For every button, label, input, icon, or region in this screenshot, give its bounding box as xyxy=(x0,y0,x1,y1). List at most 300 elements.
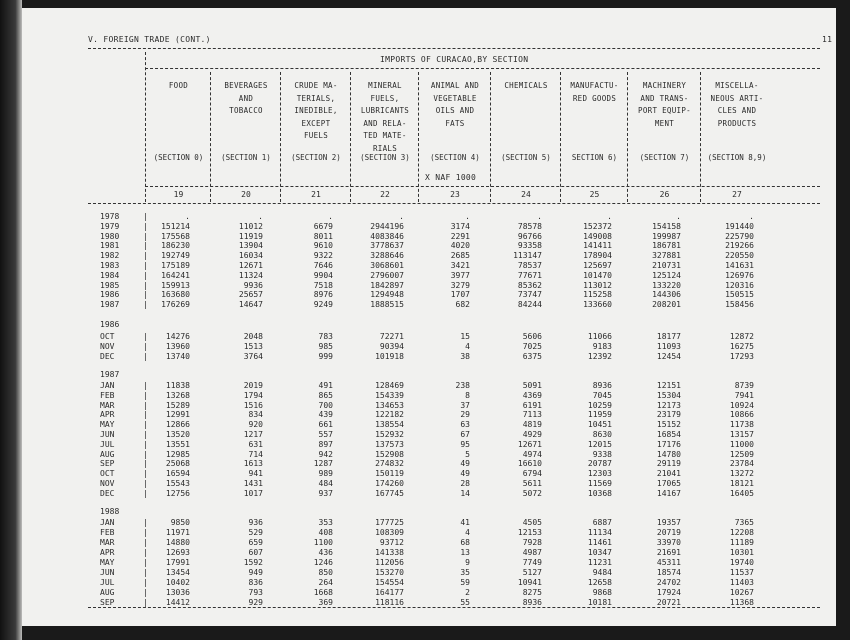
cell-value: 220550 xyxy=(725,251,754,261)
row-label: MAR xyxy=(100,538,115,547)
cell-value: 17176 xyxy=(656,439,681,449)
cell-value: 45311 xyxy=(656,558,681,567)
cell-value: 14276 xyxy=(165,332,190,341)
unit-label: X NAF 1000 xyxy=(425,173,477,182)
cell-value: 12872 xyxy=(729,332,754,341)
row-separator: | xyxy=(143,290,148,300)
cell-value: 113147 xyxy=(513,251,542,261)
cell-value: 11971 xyxy=(165,528,190,537)
cell-value: 3764 xyxy=(243,352,263,361)
cell-value: 186781 xyxy=(652,241,681,251)
cell-value: 125124 xyxy=(652,270,681,280)
row-separator: | xyxy=(143,300,148,310)
cell-value: 12671 xyxy=(238,261,263,270)
rule-bottom xyxy=(88,607,820,608)
cell-value: 7518 xyxy=(313,280,333,290)
table-row xyxy=(0,450,850,460)
column-section: (SECTION 3) xyxy=(360,153,410,162)
cell-value: 15152 xyxy=(656,420,681,430)
cell-value: 6679 xyxy=(313,221,333,231)
table-row xyxy=(0,290,850,300)
cell-value: 93712 xyxy=(379,538,404,547)
cell-value: 936 xyxy=(248,518,263,527)
cell-value: 9338 xyxy=(592,449,612,459)
table-row xyxy=(0,489,850,499)
row-separator: | xyxy=(143,251,148,261)
cell-value: 13904 xyxy=(238,241,263,251)
table-row xyxy=(0,568,850,578)
cell-value: 8936 xyxy=(522,598,542,607)
row-separator: | xyxy=(143,410,148,420)
cell-value: 11919 xyxy=(238,231,263,241)
row-label: MAR xyxy=(100,400,115,410)
cell-value: 96766 xyxy=(517,231,542,241)
cell-value: 12658 xyxy=(587,578,612,587)
cell-value: 327881 xyxy=(652,251,681,261)
cell-value: 8936 xyxy=(592,381,612,390)
cell-value: 13551 xyxy=(165,439,190,449)
cell-value: 137573 xyxy=(375,439,404,449)
cell-value: 11012 xyxy=(238,221,263,231)
cell-value: 7749 xyxy=(522,558,542,567)
cell-value: 20719 xyxy=(656,528,681,537)
cell-value: 122182 xyxy=(375,410,404,420)
row-label: 1978 xyxy=(100,212,120,221)
cell-value: 10866 xyxy=(729,410,754,420)
cell-value: 12303 xyxy=(587,469,612,479)
cell-value: 175568 xyxy=(161,231,190,241)
cell-value: 115258 xyxy=(583,290,612,300)
table-row xyxy=(0,391,850,401)
table-row xyxy=(0,352,850,362)
cell-value: 793 xyxy=(248,588,263,597)
row-label: 1981 xyxy=(100,241,120,251)
cell-value: 1842897 xyxy=(370,280,404,290)
row-label: SEP xyxy=(100,598,115,607)
cell-value: 113012 xyxy=(583,280,612,290)
column-number: 21 xyxy=(311,190,321,199)
table-row xyxy=(0,420,850,430)
cell-value: 118116 xyxy=(375,598,404,607)
cell-value: 12454 xyxy=(656,352,681,361)
row-separator: | xyxy=(143,381,148,390)
column-number: 20 xyxy=(241,190,251,199)
cell-value: 154158 xyxy=(652,221,681,231)
table-row xyxy=(0,558,850,568)
cell-value: 14 xyxy=(460,488,470,498)
table-row xyxy=(0,241,850,251)
column-divider xyxy=(418,72,419,202)
column-divider xyxy=(280,72,281,202)
cell-value: 158456 xyxy=(725,300,754,310)
cell-value: 33970 xyxy=(656,538,681,547)
cell-value: 9904 xyxy=(313,270,333,280)
cell-value: 176269 xyxy=(161,300,190,310)
cell-value: 3174 xyxy=(450,221,470,231)
row-label: SEP xyxy=(100,459,115,469)
table-row xyxy=(0,410,850,420)
cell-value: 41 xyxy=(460,518,470,527)
cell-value: 1592 xyxy=(243,558,263,567)
cell-value: 942 xyxy=(318,449,333,459)
cell-value: 12985 xyxy=(165,449,190,459)
page-number: 11 xyxy=(822,35,833,44)
table-row xyxy=(0,281,850,291)
cell-value: 607 xyxy=(248,548,263,557)
table-row xyxy=(0,588,850,598)
cell-value: 941 xyxy=(248,469,263,479)
cell-value: 11368 xyxy=(729,598,754,607)
row-label: DEC xyxy=(100,488,115,498)
row-label: NOV xyxy=(100,342,115,351)
cell-value: 9322 xyxy=(313,251,333,261)
cell-value: 10368 xyxy=(587,488,612,498)
row-label: APR xyxy=(100,410,115,420)
cell-value: 937 xyxy=(318,488,333,498)
column-header-label: CHEMICALS xyxy=(504,81,548,90)
cell-value: 12173 xyxy=(656,400,681,410)
cell-value: 16610 xyxy=(517,459,542,469)
cell-value: 3778637 xyxy=(370,241,404,251)
row-label: OCT xyxy=(100,332,115,341)
row-label: JUL xyxy=(100,439,115,449)
cell-value: 7025 xyxy=(522,342,542,351)
cell-value: 18121 xyxy=(729,479,754,488)
table-row xyxy=(0,548,850,558)
cell-value: 133220 xyxy=(652,280,681,290)
cell-value: 14880 xyxy=(165,538,190,547)
cell-value: 17991 xyxy=(165,558,190,567)
cell-value: 9484 xyxy=(592,568,612,577)
row-separator: | xyxy=(143,342,148,351)
cell-value: 120316 xyxy=(725,280,754,290)
cell-value: 6375 xyxy=(522,352,542,361)
row-label: 1980 xyxy=(100,231,120,241)
cell-value: 529 xyxy=(248,528,263,537)
row-separator: | xyxy=(143,241,148,251)
cell-value: 10347 xyxy=(587,548,612,557)
table-row xyxy=(0,300,850,310)
cell-value: 5072 xyxy=(522,488,542,498)
row-label: DEC xyxy=(100,352,115,361)
row-separator: | xyxy=(143,439,148,449)
table-row xyxy=(0,528,850,538)
row-label: AUG xyxy=(100,588,115,597)
chapter-heading: V. FOREIGN TRADE (CONT.) xyxy=(88,35,211,44)
cell-value: 152372 xyxy=(583,221,612,231)
cell-value: 14167 xyxy=(656,488,681,498)
cell-value: 9183 xyxy=(592,342,612,351)
cell-value: 90394 xyxy=(379,342,404,351)
row-label: FEB xyxy=(100,528,115,537)
cell-value: 7941 xyxy=(734,390,754,400)
cell-value: 208201 xyxy=(652,300,681,310)
cell-value: 8630 xyxy=(592,430,612,439)
row-separator: | xyxy=(143,479,148,488)
cell-value: 93358 xyxy=(517,241,542,251)
row-label: MAY xyxy=(100,558,115,567)
table-row xyxy=(0,332,850,342)
cell-value: 177725 xyxy=(375,518,404,527)
row-separator: | xyxy=(143,588,148,597)
column-number: 22 xyxy=(380,190,390,199)
cell-value: 12509 xyxy=(729,449,754,459)
column-header-label: ANIMAL AND VEGETABLE OILS AND FATS xyxy=(430,81,480,128)
period-year-label: 1986 xyxy=(100,320,120,329)
cell-value: 1294948 xyxy=(370,290,404,300)
cell-value: 7113 xyxy=(522,410,542,420)
cell-value: 929 xyxy=(248,598,263,607)
cell-value: 15 xyxy=(460,332,470,341)
column-header-label: CRUDE MA- TERIALS, INEDIBLE, EXCEPT FUELS xyxy=(294,81,338,140)
cell-value: 191440 xyxy=(725,221,754,231)
cell-value: 20787 xyxy=(587,459,612,469)
cell-value: 13 xyxy=(460,548,470,557)
column-header-label: MANUFACTU- RED GOODS xyxy=(570,81,619,103)
row-separator: | xyxy=(143,449,148,459)
cell-value: . xyxy=(607,212,612,221)
cell-value: 11838 xyxy=(165,381,190,390)
row-separator: | xyxy=(143,518,148,527)
cell-value: 68 xyxy=(460,538,470,547)
cell-value: 3421 xyxy=(450,261,470,270)
cell-value: 2019 xyxy=(243,381,263,390)
cell-value: 167745 xyxy=(375,488,404,498)
cell-value: 13520 xyxy=(165,430,190,439)
cell-value: 1888515 xyxy=(370,300,404,310)
row-separator: | xyxy=(143,488,148,498)
cell-value: 72271 xyxy=(379,332,404,341)
cell-value: 163680 xyxy=(161,290,190,300)
row-label: 1979 xyxy=(100,221,120,231)
column-header-label: MISCELLA- NEOUS ARTI- CLES AND PRODUCTS xyxy=(710,81,764,128)
row-label: NOV xyxy=(100,479,115,488)
cell-value: 84244 xyxy=(517,300,542,310)
row-label: 1986 xyxy=(100,290,120,300)
cell-value: 3279 xyxy=(450,280,470,290)
cell-value: 13157 xyxy=(729,430,754,439)
cell-value: 11000 xyxy=(729,439,754,449)
cell-value: 682 xyxy=(455,300,470,310)
column-number: 27 xyxy=(732,190,742,199)
cell-value: 4987 xyxy=(522,548,542,557)
cell-value: 1100 xyxy=(313,538,333,547)
cell-value: 491 xyxy=(318,381,333,390)
cell-value: 13268 xyxy=(165,390,190,400)
cell-value: 25657 xyxy=(238,290,263,300)
cell-value: 4505 xyxy=(522,518,542,527)
table-row xyxy=(0,212,850,222)
column-section: SECTION 6) xyxy=(571,153,618,162)
column-number: 23 xyxy=(450,190,460,199)
row-label: JUL xyxy=(100,578,115,587)
cell-value: 12153 xyxy=(517,528,542,537)
cell-value: 101470 xyxy=(583,270,612,280)
cell-value: 28 xyxy=(460,479,470,488)
column-divider xyxy=(560,72,561,202)
cell-value: . xyxy=(399,212,404,221)
cell-value: . xyxy=(258,212,263,221)
column-section: (SECTION 4) xyxy=(430,153,480,162)
cell-value: 9610 xyxy=(313,241,333,251)
cell-value: 18574 xyxy=(656,568,681,577)
cell-value: 631 xyxy=(248,439,263,449)
row-separator: | xyxy=(143,548,148,557)
column-section: (SECTION 5) xyxy=(501,153,551,162)
cell-value: 484 xyxy=(318,479,333,488)
cell-value: 138554 xyxy=(375,420,404,430)
cell-value: 10941 xyxy=(517,578,542,587)
cell-value: 2796007 xyxy=(370,270,404,280)
row-separator: | xyxy=(143,390,148,400)
cell-value: 11959 xyxy=(587,410,612,420)
cell-value: 125697 xyxy=(583,261,612,270)
cell-value: 49 xyxy=(460,469,470,479)
cell-value: 15289 xyxy=(165,400,190,410)
cell-value: 353 xyxy=(318,518,333,527)
cell-value: 10402 xyxy=(165,578,190,587)
table-row xyxy=(0,430,850,440)
row-label: MAY xyxy=(100,420,115,430)
cell-value: 11189 xyxy=(729,538,754,547)
cell-value: 1794 xyxy=(243,390,263,400)
cell-value: 12693 xyxy=(165,548,190,557)
cell-value: 38 xyxy=(460,352,470,361)
row-label: 1982 xyxy=(100,251,120,261)
cell-value: 4083846 xyxy=(370,231,404,241)
cell-value: 16275 xyxy=(729,342,754,351)
cell-value: 8739 xyxy=(734,381,754,390)
row-separator: | xyxy=(143,221,148,231)
cell-value: 8275 xyxy=(522,588,542,597)
cell-value: 17293 xyxy=(729,352,754,361)
table-row xyxy=(0,232,850,242)
cell-value: 700 xyxy=(318,400,333,410)
cell-value: 152932 xyxy=(375,430,404,439)
cell-value: 77671 xyxy=(517,270,542,280)
cell-value: 11461 xyxy=(587,538,612,547)
cell-value: 2685 xyxy=(450,251,470,261)
row-separator: | xyxy=(143,538,148,547)
cell-value: 219266 xyxy=(725,241,754,251)
row-separator: | xyxy=(143,578,148,587)
row-separator: | xyxy=(143,598,148,607)
cell-value: 10451 xyxy=(587,420,612,430)
cell-value: 9850 xyxy=(170,518,190,527)
row-label: 1987 xyxy=(100,300,120,310)
row-label: APR xyxy=(100,548,115,557)
cell-value: 63 xyxy=(460,420,470,430)
cell-value: 1246 xyxy=(313,558,333,567)
table-row xyxy=(0,578,850,588)
rule-top xyxy=(88,48,820,49)
cell-value: 24702 xyxy=(656,578,681,587)
cell-value: 20721 xyxy=(656,598,681,607)
cell-value: 55 xyxy=(460,598,470,607)
cell-value: 59 xyxy=(460,578,470,587)
cell-value: 11537 xyxy=(729,568,754,577)
column-divider xyxy=(700,72,701,202)
cell-value: 11066 xyxy=(587,332,612,341)
cell-value: 11231 xyxy=(587,558,612,567)
rule-unit xyxy=(145,186,820,187)
column-section: (SECTION 0) xyxy=(153,153,204,162)
row-label: JUN xyxy=(100,568,115,577)
cell-value: 238 xyxy=(455,381,470,390)
cell-value: 274832 xyxy=(375,459,404,469)
column-header-label: FOOD xyxy=(168,81,189,90)
cell-value: 15543 xyxy=(165,479,190,488)
cell-value: 4 xyxy=(465,528,470,537)
cell-value: 178904 xyxy=(583,251,612,261)
cell-value: 436 xyxy=(318,548,333,557)
cell-value: 13960 xyxy=(165,342,190,351)
row-separator: | xyxy=(143,261,148,270)
cell-value: . xyxy=(465,212,470,221)
cell-value: 4 xyxy=(465,342,470,351)
cell-value: 5091 xyxy=(522,381,542,390)
cell-value: 12671 xyxy=(517,439,542,449)
cell-value: 5611 xyxy=(522,479,542,488)
cell-value: 13454 xyxy=(165,568,190,577)
cell-value: 850 xyxy=(318,568,333,577)
cell-value: 17065 xyxy=(656,479,681,488)
cell-value: 101918 xyxy=(375,352,404,361)
cell-value: 141411 xyxy=(583,241,612,251)
cell-value: 2 xyxy=(465,588,470,597)
column-divider xyxy=(627,72,628,202)
row-separator: | xyxy=(143,270,148,280)
cell-value: . xyxy=(185,212,190,221)
cell-value: 152908 xyxy=(375,449,404,459)
row-label: OCT xyxy=(100,469,115,479)
cell-value: 1431 xyxy=(243,479,263,488)
cell-value: 14412 xyxy=(165,598,190,607)
cell-value: 150119 xyxy=(375,469,404,479)
table-row xyxy=(0,479,850,489)
cell-value: 49 xyxy=(460,459,470,469)
cell-value: 920 xyxy=(248,420,263,430)
cell-value: 3068601 xyxy=(370,261,404,270)
cell-value: 11403 xyxy=(729,578,754,587)
cell-value: 23179 xyxy=(656,410,681,420)
table-row xyxy=(0,381,850,391)
row-label: JAN xyxy=(100,381,115,390)
cell-value: 175189 xyxy=(161,261,190,270)
table-row xyxy=(0,518,850,528)
cell-value: . xyxy=(749,212,754,221)
cell-value: 13272 xyxy=(729,469,754,479)
cell-value: 10181 xyxy=(587,598,612,607)
cell-value: 11093 xyxy=(656,342,681,351)
row-separator: | xyxy=(143,568,148,577)
cell-value: 186230 xyxy=(161,241,190,251)
cell-value: 557 xyxy=(318,430,333,439)
cell-value: 7045 xyxy=(592,390,612,400)
cell-value: 5 xyxy=(465,449,470,459)
table-row xyxy=(0,271,850,281)
cell-value: 11569 xyxy=(587,479,612,488)
cell-value: 4929 xyxy=(522,430,542,439)
cell-value: 133660 xyxy=(583,300,612,310)
row-separator: | xyxy=(143,459,148,469)
column-section: (SECTION 7) xyxy=(639,153,690,162)
cell-value: 128469 xyxy=(375,381,404,390)
row-separator: | xyxy=(143,528,148,537)
cell-value: 264 xyxy=(318,578,333,587)
cell-value: 144306 xyxy=(652,290,681,300)
cell-value: 1707 xyxy=(450,290,470,300)
